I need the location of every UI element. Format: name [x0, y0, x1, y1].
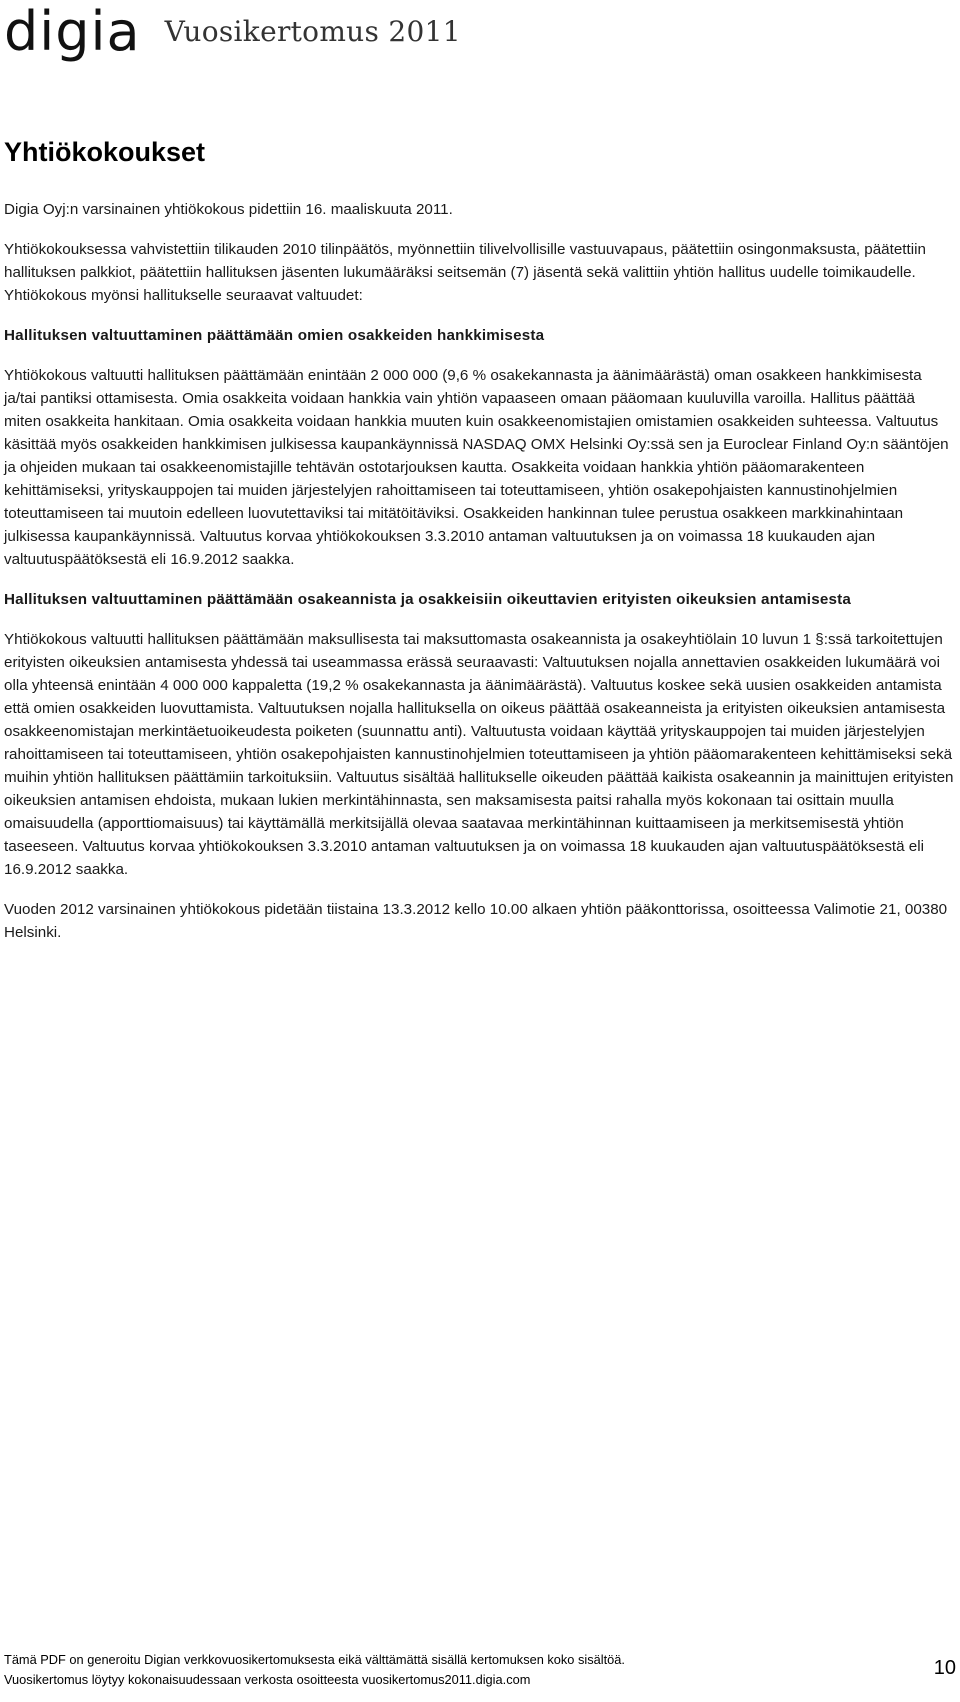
footer-disclaimer: Tämä PDF on generoitu Digian verkkovuosikertomuksesta eikä välttämättä sisällä kertomuksen koko sisältöä. [4, 1652, 625, 1667]
intro-paragraph: Digia Oyj:n varsinainen yhtiökokous pidettiin 16. maaliskuuta 2011. [4, 201, 453, 219]
subheading-own-shares: Hallituksen valtuuttaminen päättämään omien osakkeiden hankkimisesta [4, 327, 545, 345]
summary-paragraph: Yhtiökokouksessa vahvistettiin tilikauden 2010 tilinpäätös, myönnettiin tilivelvollisille vastuuvapaus, päätettiin osingonmaksusta, päätettiin hallituksen palkkiot, päätettiin hallituksen jäsenten lukumääräksi seitsemän (7) jäsentä sekä valittiin yhtiön hallitus uudelle toimikaudelle. Yhtiökokous myönsi hallitukselle seuraavat valtuudet: [4, 241, 926, 305]
page-footer [4, 1650, 954, 1690]
authorization-share-issue-paragraph: Yhtiökokous valtuutti hallituksen päättämään maksullisesta tai maksuttomasta osakeannista ja osakeyhtiölain 10 luvun 1 §:ssä tarkoitettujen erityisten oikeuksien antamisesta yhdessä tai useammassa erässä seuraavasti: Valtuutuksen nojalla annettavien osakkeiden lukumäärä voi olla yhteensä enintään 4 000 000 kappaletta (19,2 % osakekannasta ja äänimäärästä). Valtuutus koskee sekä uusien osakkeiden antamista että omien osakkeiden luovuttamista. Valtuutuksen nojalla hallituksella on oikeus päättää osakeanneista ja erityisten oikeuksien antamisesta osakkeenomistajan merkintäetuoikeudesta poiketen (suunnattu anti). Valtuutusta voidaan käyttää yrityskauppojen tai muiden järjestelyjen rahoittamiseen tai toteuttamiseen, yhtiön osakepohjaisten kannustinohjelmien toteuttamiseen ja yhtiön pääomarakenteen kehittämiseksi sekä muihin yhtiön hallituksen päättämiin tarkoituksiin. Valtuutus sisältää hallitukselle oikeuden päättää kaikista osakeannin ja mainittujen erityisten oikeuksien antamisen ehdoista, mukaan lukien merkintähinnasta, sen maksamisesta paitsi rahalla myös kokonaan tai osittain muulla omaisuudella (apporttiomaisuus) tai käyttämällä merkitsijällä olevaa saatavaa merkintähinnan kuittaamiseen ja merkitsemisestä yhtiön taseeseen. Valtuutus korvaa yhtiökokouksen 3.3.2010 antaman valtuutuksen ja on voimassa 18 kuukauden ajan valtuutuspäätöksestä eli 16.9.2012 saakka. [4, 631, 954, 879]
main-content [4, 136, 954, 961]
page-title: Yhtiökokoukset [4, 137, 206, 167]
next-meeting-paragraph: Vuoden 2012 varsinainen yhtiökokous pidetään tiistaina 13.3.2012 kello 10.00 alkaen yhtiön pääkonttorissa, osoitteessa Valimotie 21, 00380 Helsinki. [4, 901, 948, 942]
footer-web-address: Vuosikertomus löytyy kokonaisuudessaan verkosta osoitteesta vuosikertomus2011.digia.com [4, 1672, 531, 1687]
subheading-share-issue: Hallituksen valtuuttaminen päättämään osakeannista ja osakkeisiin oikeuttavien erityisten oikeuksien antamisesta [4, 591, 852, 609]
report-title: Vuosikertomus 2011 [164, 15, 461, 48]
digia-logo: digia [4, 0, 141, 63]
page-header [4, 2, 461, 62]
page-number: 10 [933, 1657, 956, 1679]
authorization-own-shares-paragraph: Yhtiökokous valtuutti hallituksen päättämään enintään 2 000 000 (9,6 % osakekannasta ja äänimäärästä) oman osakkeen hankkimisesta ja/tai pantiksi ottamisesta. Omia osakkeita voidaan hankkia vain yhtiön vapaaseen omaan pääomaan kuuluvilla varoilla. Hallitus päättää miten osakkeita hankitaan. Omia osakkeita voidaan hankkia muuten kuin osakkeenomistajien omistamien osakkeiden suhteessa. Valtuutus käsittää myös osakkeiden hankkimisen julkisessa kaupankäynnissä NASDAQ OMX Helsinki Oy:ssä sen ja Euroclear Finland Oy:n sääntöjen ja ohjeiden mukaan tai osakkeenomistajille tehtävän ostotarjouksen kautta. Osakkeita voidaan hankkia yhtiön pääomarakenteen kehittämiseksi, yrityskauppojen tai muiden järjestelyjen rahoittamiseen tai toteuttamiseen, yhtiön osakepohjaisten kannustinohjelmien toteuttamiseen tai muutoin edelleen luovutettaviksi tai mitätöitäviksi. Osakkeiden hankinnan tulee perustua osakkeen markkinahintaan julkisessa kaupankäynnissä. Valtuutus korvaa yhtiökokouksen 3.3.2010 antaman valtuutuksen ja on voimassa 18 kuukauden ajan valtuutuspäätöksestä eli 16.9.2012 saakka. [4, 367, 949, 569]
